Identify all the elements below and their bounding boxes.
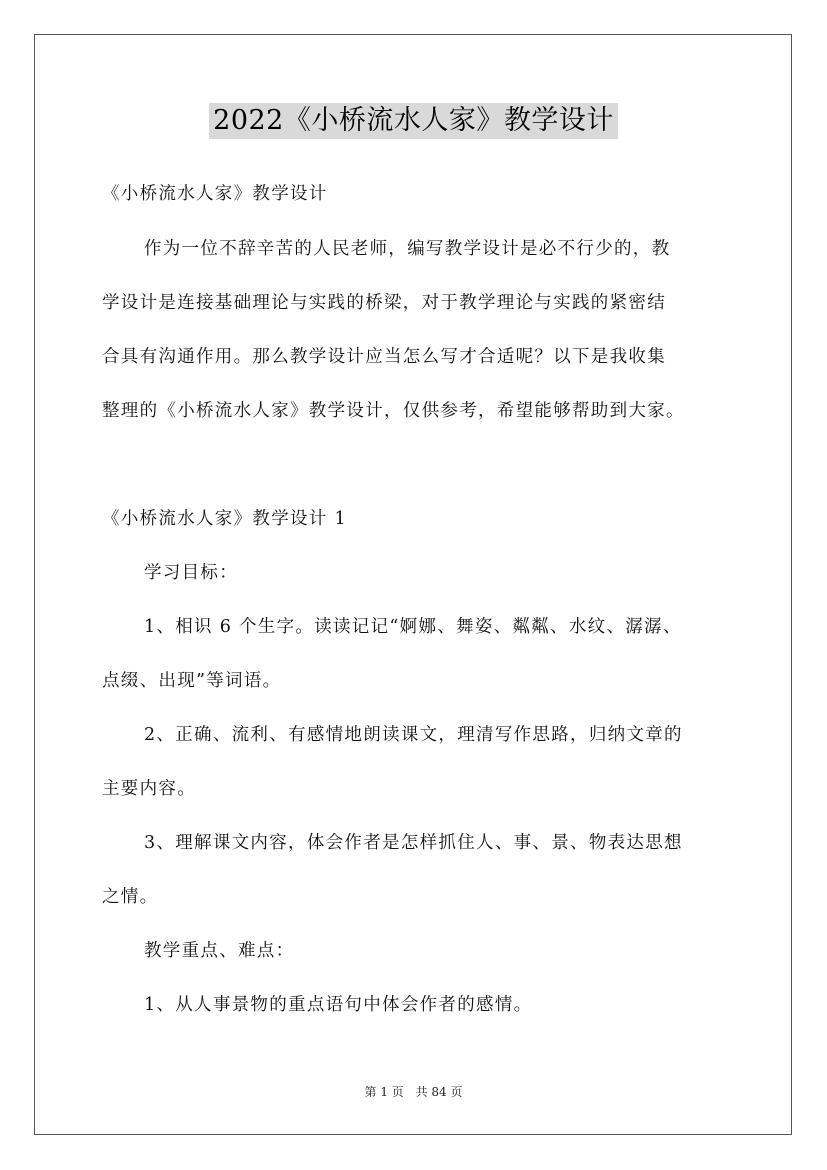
page-total: 共 84 页 bbox=[415, 1085, 463, 1099]
objective-3-line-1: 3、理解课文内容，体会作者是怎样抓住人、事、景、物表达思想 bbox=[144, 833, 683, 853]
objective-2-line-1: 2、正确、流利、有感情地朗读课文，理清写作思路，归纳文章的 bbox=[144, 725, 683, 745]
page-footer bbox=[0, 1083, 827, 1100]
page-number: 第 1 页 bbox=[364, 1085, 404, 1099]
intro-line-3: 合具有沟通作用。那么教学设计应当怎么写才合适呢？以下是我收集 bbox=[102, 347, 666, 367]
objective-2-line-2: 主要内容。 bbox=[102, 779, 196, 799]
objective-1-line-1: 1、相识 6 个生字。读读记记“婀娜、舞姿、粼粼、水纹、潺潺、 bbox=[144, 617, 682, 637]
section1-heading: 《小桥流水人家》教学设计 1 bbox=[102, 509, 347, 529]
objective-1-line-2: 点缀、出现”等词语。 bbox=[102, 671, 282, 691]
intro-line-1: 作为一位不辞辛苦的人民老师，编写教学设计是必不行少的，教 bbox=[144, 239, 671, 259]
title-container bbox=[0, 103, 827, 139]
keypoints-heading: 教学重点、难点： bbox=[144, 941, 295, 961]
document-title: 2022《小桥流水人家》教学设计 bbox=[209, 103, 618, 139]
intro-line-4: 整理的《小桥流水人家》教学设计，仅供参考，希望能够帮助到大家。 bbox=[102, 401, 685, 421]
keypoint-1: 1、从人事景物的重点语句中体会作者的感情。 bbox=[144, 995, 533, 1015]
intro-line-2: 学设计是连接基础理论与实践的桥梁，对于教学理论与实践的紧密结 bbox=[102, 293, 666, 313]
objective-3-line-2: 之情。 bbox=[102, 887, 159, 907]
objectives-heading: 学习目标： bbox=[144, 563, 238, 583]
subtitle: 《小桥流水人家》教学设计 bbox=[102, 184, 328, 204]
